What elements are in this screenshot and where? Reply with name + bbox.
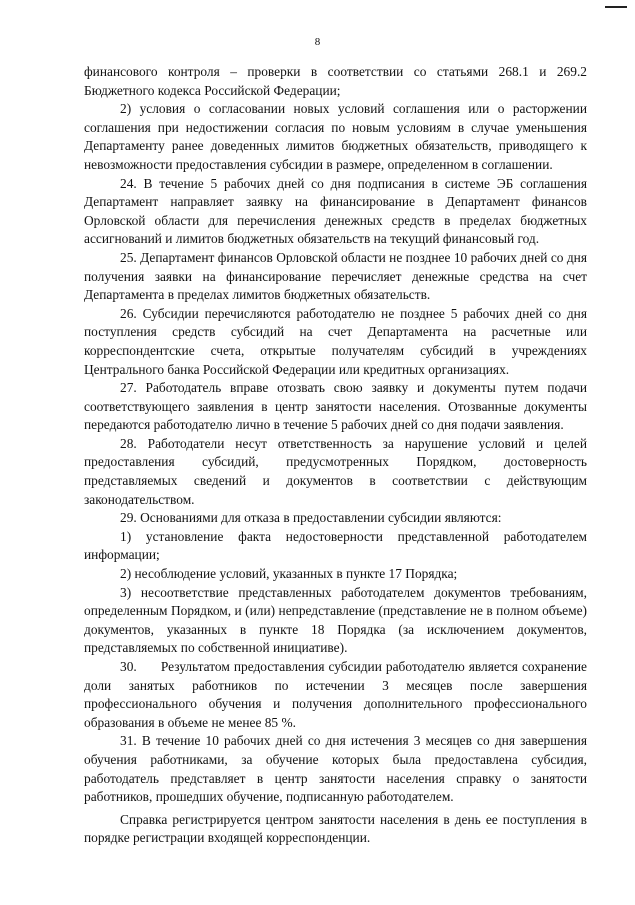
paragraph-condition-2: 2) условия о согласовании новых условий соглашения или о расторжении соглашения при недостижении согласия по новым условиям в случае уменьшения Департаменту ранее доведенных лимитов бюджетных обязательств, приводящего к невозможности предоставления субсидии в размере, определенном в соглашении.	[84, 101, 587, 172]
document-body	[84, 63, 591, 848]
paragraph-25: 25. Департамент финансов Орловской области не позднее 10 рабочих дней со дня получения заявки на финансирование перечисляет денежные средства на счет Департамента в пределах лимитов бюджетных обязательств.	[84, 249, 587, 303]
paragraph-24: 24. В течение 5 рабочих дней со дня подписания в системе ЭБ соглашения Департамент направляет заявку на финансирование в Департамент финансов Орловской области для перечисления денежных средств в пределах бюджетных ассигнований и лимитов бюджетных обязательств на текущий финансовый год.	[84, 175, 587, 247]
paragraph-29: 29. Основаниями для отказа в предоставлении субсидии являются:	[120, 510, 502, 526]
paragraph-continuation: финансового контроля – проверки в соответствии со статьями 268.1 и 269.2 Бюджетного кодекса Российской Федерации;	[84, 64, 587, 98]
paragraph-30: 30. Результатом предоставления субсидии работодателю является сохранение доли занятых работников по истечении 3 месяцев после завершения профессионального обучения и получения дополнительного профессионального образования в объеме не менее 85 %.	[84, 659, 591, 730]
paragraph-29-item-3: 3) несоответствие представленных работодателем документов требованиям, определенным Порядком, и (или) непредставление (представление не в полном объеме) документов, указанных в пункте 18 Порядка (за исключением документов, представляемых по собственной инициативе).	[84, 584, 587, 656]
paragraph-26: 26. Субсидии перечисляются работодателю не позднее 5 рабочих дней со дня поступления средств субсидий на счет Департамента на расчетные или корреспондентские счета, открытые получателям субсидий в учреждениях Центрального банка Российской Федерации или кредитных организациях.	[84, 305, 587, 377]
scan-corner-mark	[605, 6, 627, 8]
paragraph-27: 27. Работодатель вправе отозвать свою заявку и документы путем подачи соответствующего заявления в центр занятости населения. Отозванные документы передаются работодателю лично в течение 5 рабочих дней со дня подачи заявления.	[84, 380, 587, 433]
paragraph-29-item-1: 1) установление факта недостоверности представленной работодателем информации;	[84, 528, 587, 563]
paragraph-certificate-registration: Справка регистрируется центром занятости населения в день ее поступления в порядке регистрации входящей корреспонденции.	[84, 811, 587, 846]
paragraph-31: 31. В течение 10 рабочих дней со дня истечения 3 месяцев со дня завершения обучения работниками, за обучение которых была предоставлена субсидия, работодатель представляет в центр занятости населения справку о занятости работников, прошедших обучение, подписанную работодателем.	[84, 733, 587, 805]
page-number: 8	[314, 36, 321, 48]
paragraph-28: 28. Работодатели несут ответственность за нарушение условий и целей предоставления субсидий, предусмотренных Порядком, достоверность представляемых сведений и документов в соответствии с действующим законодательством.	[84, 435, 587, 507]
paragraph-29-item-2: 2) несоблюдение условий, указанных в пункте 17 Порядка;	[120, 566, 458, 582]
